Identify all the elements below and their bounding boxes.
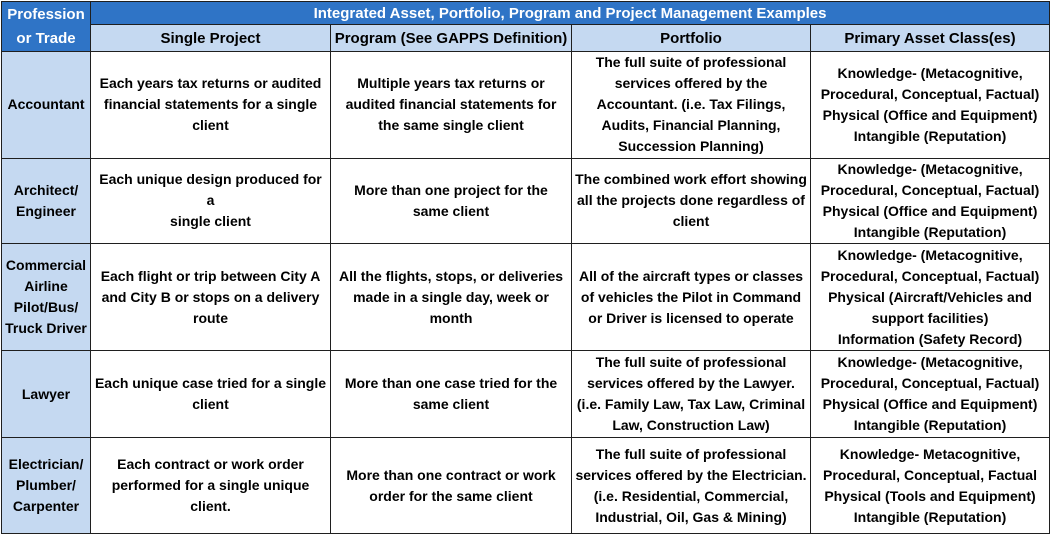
- cell-line: performed for a single unique: [111, 477, 310, 494]
- asset-class-cell: [811, 52, 1050, 159]
- table-row: [2, 52, 1050, 159]
- cell-line: Intangible (Reputation): [853, 223, 1007, 240]
- cell-line: Each flight or trip between City A: [100, 267, 321, 284]
- column-header-portfolio: Portfolio: [572, 25, 811, 52]
- column-header-row: [2, 25, 1050, 52]
- cell-line: Accountant. (i.e. Tax Filings,: [596, 96, 786, 113]
- cell-line: client: [672, 213, 710, 230]
- program-cell: [331, 52, 572, 159]
- cell-line: More than one contract or work: [346, 466, 556, 483]
- asset-class-cell: [811, 158, 1050, 244]
- cell-line: audited financial statements for: [345, 96, 557, 113]
- single-project-cell: [91, 244, 331, 351]
- cell-line: client: [192, 396, 229, 413]
- cell-line: Procedural, Conceptual, Factual): [820, 181, 1040, 198]
- single-project-cell: [91, 52, 331, 159]
- cell-line: Carpenter: [12, 498, 80, 515]
- cell-line: Physical (Office and Equipment): [822, 106, 1038, 123]
- cell-line: Knowledge- (Metacognitive,: [837, 160, 1023, 177]
- cell-line: Law, Construction Law): [612, 417, 770, 434]
- cell-line: Architect/: [13, 181, 79, 198]
- cell-line: same client: [412, 396, 490, 413]
- cell-line: Industrial, Oil, Gas & Mining): [595, 508, 787, 525]
- cell-line: Plumber/: [16, 477, 76, 494]
- program-cell: [331, 244, 572, 351]
- cell-line: client: [192, 117, 229, 134]
- cell-line: services offered by the Electrician.: [575, 466, 807, 483]
- cell-line: Each contract or work order: [117, 456, 304, 473]
- portfolio-cell: [572, 350, 811, 438]
- cell-line: Knowledge- Metacognitive,: [839, 445, 1021, 462]
- portfolio-cell: [572, 52, 811, 159]
- profession-header-line1: Profession: [7, 5, 85, 23]
- table-row: [2, 438, 1050, 534]
- cell-line: made in a single day, week or: [353, 288, 549, 305]
- profession-cell: [2, 438, 91, 534]
- cell-line: Procedural, Conceptual, Factual): [820, 267, 1040, 284]
- cell-line: More than one case tried for the: [344, 375, 558, 392]
- cell-line: same client: [412, 202, 490, 219]
- cell-line: The full suite of professional: [595, 54, 787, 71]
- asset-class-cell: [811, 244, 1050, 351]
- cell-line: Procedural, Conceptual, Factual): [820, 85, 1040, 102]
- cell-line: Pilot/Bus/: [13, 299, 79, 316]
- asset-class-cell: [811, 438, 1050, 534]
- cell-line: route: [193, 309, 228, 326]
- cell-line: The full suite of professional: [595, 354, 787, 371]
- cell-line: Accountant: [7, 96, 85, 113]
- asset-class-cell: [811, 350, 1050, 438]
- cell-line: Engineer: [16, 202, 76, 219]
- program-cell: [331, 350, 572, 438]
- table-row: [2, 350, 1050, 438]
- cell-line: Intangible (Reputation): [853, 417, 1007, 434]
- table-row: [2, 244, 1050, 351]
- table-title: Integrated Asset, Portfolio, Program and Project Management Examples: [91, 2, 1050, 25]
- profession-cell: [2, 244, 91, 351]
- cell-line: The full suite of professional: [595, 445, 787, 462]
- cell-line: Intangible (Reputation): [853, 127, 1007, 144]
- portfolio-cell: [572, 158, 811, 244]
- portfolio-cell: [572, 244, 811, 351]
- cell-line: Commercial: [5, 257, 87, 274]
- cell-line: single client: [170, 213, 251, 230]
- cell-line: support facilities): [871, 309, 989, 326]
- cell-line: or Driver is licensed to operate: [588, 309, 794, 326]
- cell-line: Knowledge- (Metacognitive,: [837, 64, 1023, 81]
- cell-line: All the flights, stops, or deliveries: [338, 267, 564, 284]
- cell-line: (i.e. Family Law, Tax Law, Criminal: [576, 396, 806, 413]
- cell-line: of vehicles the Pilot in Command: [580, 288, 802, 305]
- table-row: [2, 158, 1050, 244]
- cell-line: client.: [190, 498, 231, 515]
- program-cell: [331, 158, 572, 244]
- cell-line: services offered by the: [614, 75, 768, 92]
- profession-cell: [2, 350, 91, 438]
- single-project-cell: [91, 438, 331, 534]
- cell-line: Each unique case tried for a single: [94, 375, 327, 392]
- cell-line: Airline: [24, 278, 68, 295]
- cell-line: All of the aircraft types or classes: [578, 267, 804, 284]
- cell-line: More than one project for the: [354, 181, 548, 198]
- cell-line: the same single client: [378, 117, 524, 134]
- program-cell: [331, 438, 572, 534]
- examples-table: [1, 1, 1050, 534]
- single-project-cell: [91, 350, 331, 438]
- cell-line: Information (Safety Record): [837, 330, 1023, 347]
- single-project-cell: [91, 158, 331, 244]
- cell-line: month: [429, 309, 473, 326]
- profession-cell: [2, 158, 91, 244]
- cell-line: all the projects done regardless of: [577, 192, 805, 209]
- cell-line: and City B or stops on a delivery: [101, 288, 320, 305]
- cell-line: Electrician/: [8, 456, 84, 473]
- profession-cell: [2, 52, 91, 159]
- table-body: [2, 52, 1050, 534]
- cell-line: services offered by the Lawyer.: [587, 375, 795, 392]
- cell-line: Each unique design produced for a: [99, 171, 322, 209]
- portfolio-cell: [572, 438, 811, 534]
- cell-line: Knowledge- (Metacognitive,: [837, 246, 1023, 263]
- column-header-single-project: Single Project: [91, 25, 331, 52]
- cell-line: Multiple years tax returns or: [357, 75, 545, 92]
- cell-line: Audits, Financial Planning,: [601, 117, 781, 134]
- cell-line: Physical (Tools and Equipment): [824, 487, 1036, 504]
- column-header-asset-class: Primary Asset Class(es): [811, 25, 1050, 52]
- cell-line: (i.e. Residential, Commercial,: [593, 487, 789, 504]
- cell-line: Each years tax returns or audited: [99, 75, 322, 92]
- cell-line: Procedural, Conceptual, Factual: [823, 466, 1037, 483]
- profession-header-line2: or Trade: [16, 29, 76, 47]
- profession-header: [2, 2, 91, 52]
- column-header-program: Program (See GAPPS Definition): [331, 25, 572, 52]
- title-row: [2, 2, 1050, 25]
- cell-line: financial statements for a single: [103, 96, 318, 113]
- cell-line: Physical (Aircraft/Vehicles and: [828, 288, 1032, 305]
- cell-line: Physical (Office and Equipment): [822, 396, 1038, 413]
- cell-line: Lawyer: [21, 385, 71, 402]
- cell-line: Procedural, Conceptual, Factual): [820, 375, 1040, 392]
- cell-line: Succession Planning): [618, 138, 764, 155]
- cell-line: Physical (Office and Equipment): [822, 202, 1038, 219]
- cell-line: Truck Driver: [5, 320, 87, 337]
- cell-line: The combined work effort showing: [575, 171, 807, 188]
- cell-line: Knowledge- (Metacognitive,: [837, 354, 1023, 371]
- cell-line: order for the same client: [369, 487, 533, 504]
- cell-line: Intangible (Reputation): [853, 508, 1007, 525]
